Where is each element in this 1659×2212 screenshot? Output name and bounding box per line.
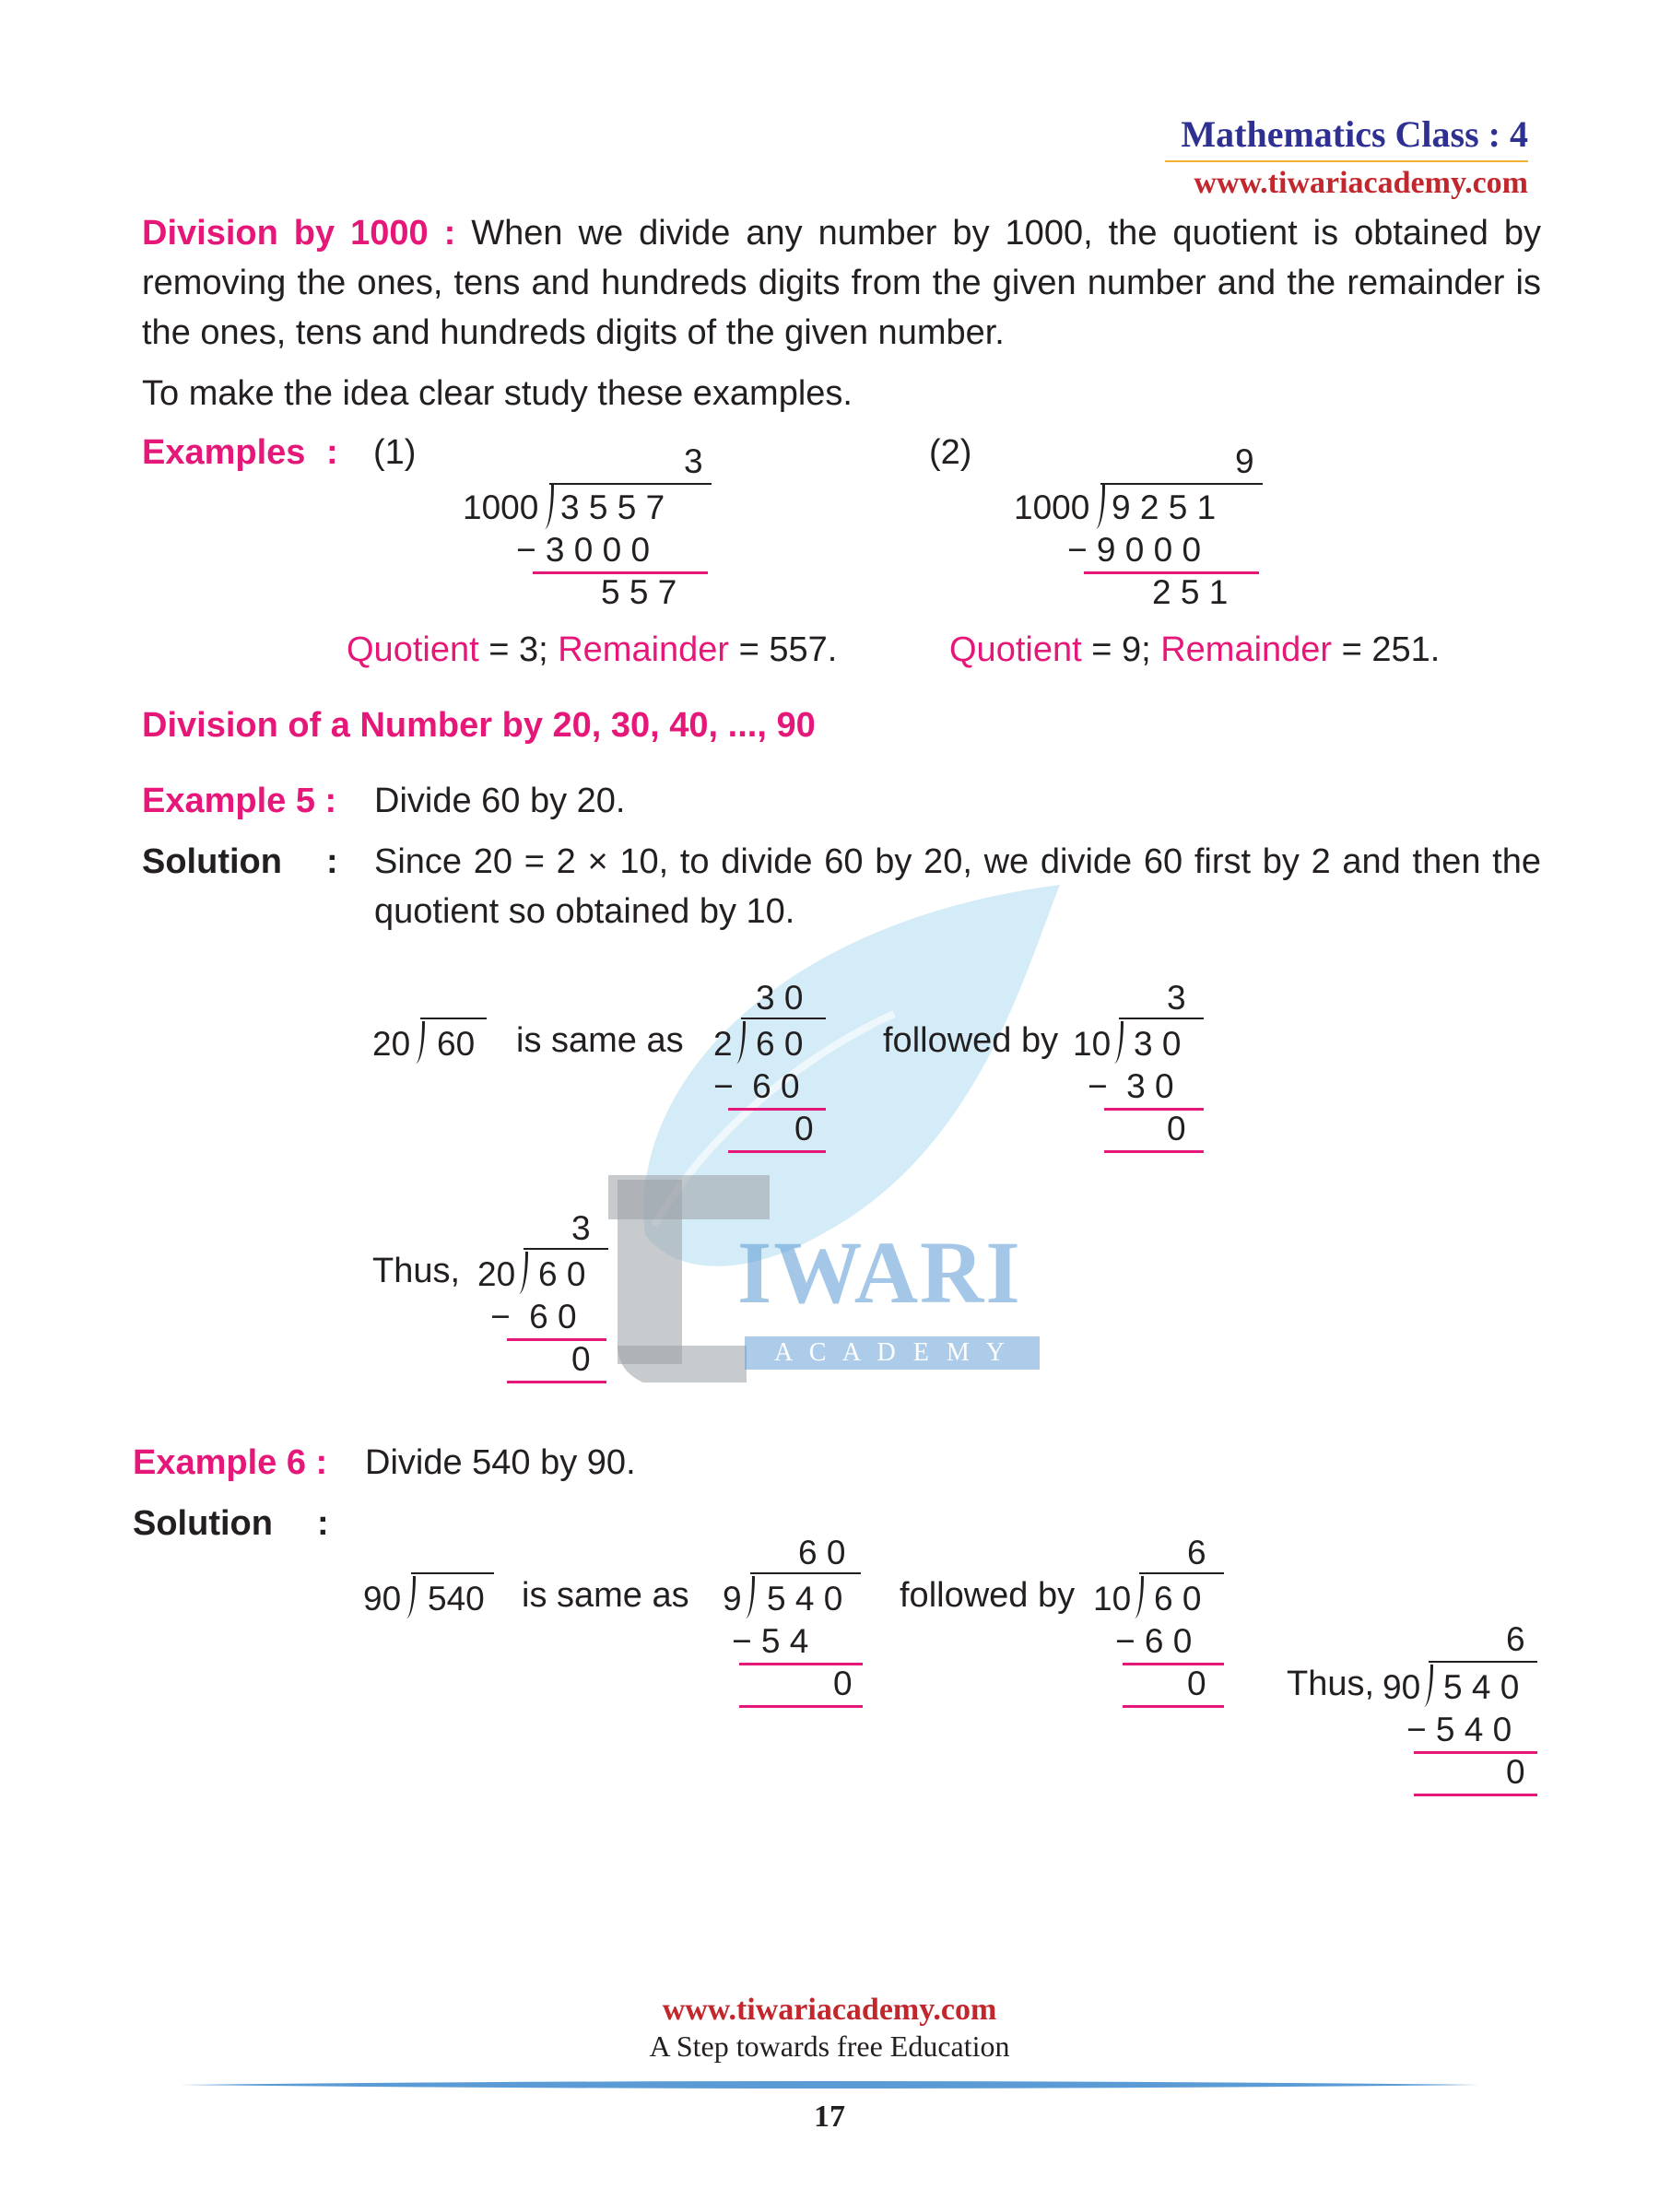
remainder-value: = 251. [1332,630,1441,669]
subtraction: − 3 0 0 0 [516,531,651,569]
end-line [507,1381,606,1383]
divisor: 2 [713,1025,733,1063]
division-bar [1100,483,1263,485]
given-dividend: 540 [428,1580,485,1618]
division-bracket [1108,1021,1124,1064]
given-divisor: 90 [363,1580,402,1618]
examples-label: Examples [142,433,306,472]
example-number: (1) [373,433,417,472]
intro-text: When we divide any number by 1000, the quotient is obtained by removing the ones, tens and hundreds digits from the given number and the remainder is the ones, tens and hundreds digits of the given number. [142,214,1541,352]
thus-text: Thus, [372,1252,461,1290]
quotient-label: Quotient [347,630,479,669]
subtraction: − 6 0 [490,1298,577,1335]
solution-label: Solution [133,1504,273,1543]
divisor: 1000 [463,488,539,526]
subtraction-line [1123,1663,1224,1665]
result-line [347,625,837,675]
subtraction: − 3 0 [1088,1067,1174,1105]
subtraction: − 6 0 [713,1067,800,1105]
footer-website: www.tiwariacademy.com [662,1993,997,2027]
subtraction-line [1104,1108,1204,1111]
division-bar [741,1018,826,1019]
dividend: 6 0 [756,1025,804,1063]
is-same-as-text: is same as [522,1576,689,1615]
end-line [1414,1794,1537,1796]
dividend: 6 0 [538,1255,586,1293]
division-bracket [739,1576,755,1618]
division-bracket [409,1021,425,1064]
footer-tagline: A Step towards free Education [649,2030,1010,2063]
example6-label: Example 6 : [133,1443,328,1482]
divisor: 20 [477,1255,516,1293]
end-line [739,1705,863,1708]
header-underline [1165,160,1528,162]
given-dividend: 60 [437,1025,476,1063]
end-line [1104,1150,1204,1153]
subtraction-line [507,1338,606,1341]
intro-note: To make the idea clear study these examples. [142,374,853,413]
quotient: 6 [1187,1534,1206,1571]
remainder: 0 [1506,1753,1525,1791]
subtraction: − 6 0 [1115,1622,1193,1660]
header-title: Mathematics Class : 4 [1181,113,1528,155]
quotient-value: = 9; [1081,630,1161,669]
division-bar [1429,1661,1537,1663]
page-number: 17 [814,2100,845,2134]
remainder-value: = 557. [729,630,838,669]
dividend: 9 2 5 1 [1112,488,1217,526]
header-website: www.tiwariacademy.com [1194,166,1528,200]
quotient: 3 0 [756,979,804,1017]
watermark-sub: A C A D E M Y [745,1336,1040,1370]
division-bar [549,483,712,485]
quotient-value: = 3; [478,630,559,669]
division-bar [750,1572,861,1574]
division-bracket [538,485,554,529]
remainder: 0 [1167,1110,1186,1147]
divisor: 10 [1093,1580,1132,1618]
quotient: 3 [571,1209,591,1247]
dividend: 6 0 [1154,1580,1202,1618]
remainder: 0 [833,1665,853,1702]
example5-solution-text: Since 20 = 2 × 10, to divide 60 by 20, we divide 60 first by 2 and then the quotient so obtained by 10. [374,842,1541,931]
is-same-as-text: is same as [516,1021,684,1060]
division-bracket [1128,1576,1144,1618]
result-line [949,625,1440,675]
quotient: 3 [1167,979,1186,1017]
example5-question: Divide 60 by 20. [374,782,626,820]
remainder-label: Remainder [558,630,730,669]
subtraction: − 9 0 0 0 [1067,531,1202,569]
division-bar [1119,1018,1204,1019]
example6-question: Divide 540 by 90. [365,1443,636,1482]
division-bar [411,1572,494,1574]
example-number: (2) [929,433,972,472]
intro-heading: Division by 1000 : [142,214,456,253]
division-bar [1139,1572,1224,1574]
dividend: 5 4 0 [767,1580,843,1618]
example5-label: Example 5 : [142,782,337,820]
division-bracket [1418,1665,1433,1707]
dividend: 5 4 0 [1443,1668,1520,1706]
given-divisor: 20 [372,1025,411,1063]
solution-colon: : [317,1504,329,1543]
divisor: 90 [1382,1668,1421,1706]
division-bar [524,1248,608,1250]
quotient-label: Quotient [949,630,1082,669]
divisor: 9 [723,1580,742,1618]
dividend: 3 5 5 7 [560,488,665,526]
division-bar [420,1018,487,1019]
followed-by-text: followed by [900,1576,1076,1615]
quotient: 6 [1506,1620,1525,1658]
remainder: 2 5 1 [1152,573,1229,611]
divisor: 10 [1073,1025,1112,1063]
section-heading: Division of a Number by 20, 30, 40, ..., 90 [142,706,816,745]
division-bracket [512,1252,528,1294]
thus-text: Thus, [1287,1665,1375,1703]
remainder: 0 [794,1110,814,1147]
intro-paragraph [142,208,1541,358]
end-line [1123,1705,1224,1708]
followed-by-text: followed by [883,1021,1059,1060]
solution-colon: : [326,842,338,881]
dividend: 3 0 [1134,1025,1182,1063]
quotient: 3 [684,442,703,480]
remainder: 0 [1187,1665,1206,1702]
remainder: 0 [571,1340,591,1378]
examples-colon: : [326,433,338,472]
solution-label: Solution [142,842,282,881]
subtraction: − 5 4 [732,1622,809,1660]
quotient: 9 [1235,442,1254,480]
division-bracket [400,1576,416,1618]
divisor: 1000 [1014,488,1090,526]
end-line [728,1150,826,1153]
watermark-brand: IWARI [737,1223,1022,1322]
footer-rule [0,2079,1659,2090]
division-bracket [1089,485,1105,529]
remainder: 5 5 7 [601,573,677,611]
remainder-label: Remainder [1160,630,1333,669]
quotient: 6 0 [798,1534,846,1571]
subtraction: − 5 4 0 [1406,1711,1512,1748]
